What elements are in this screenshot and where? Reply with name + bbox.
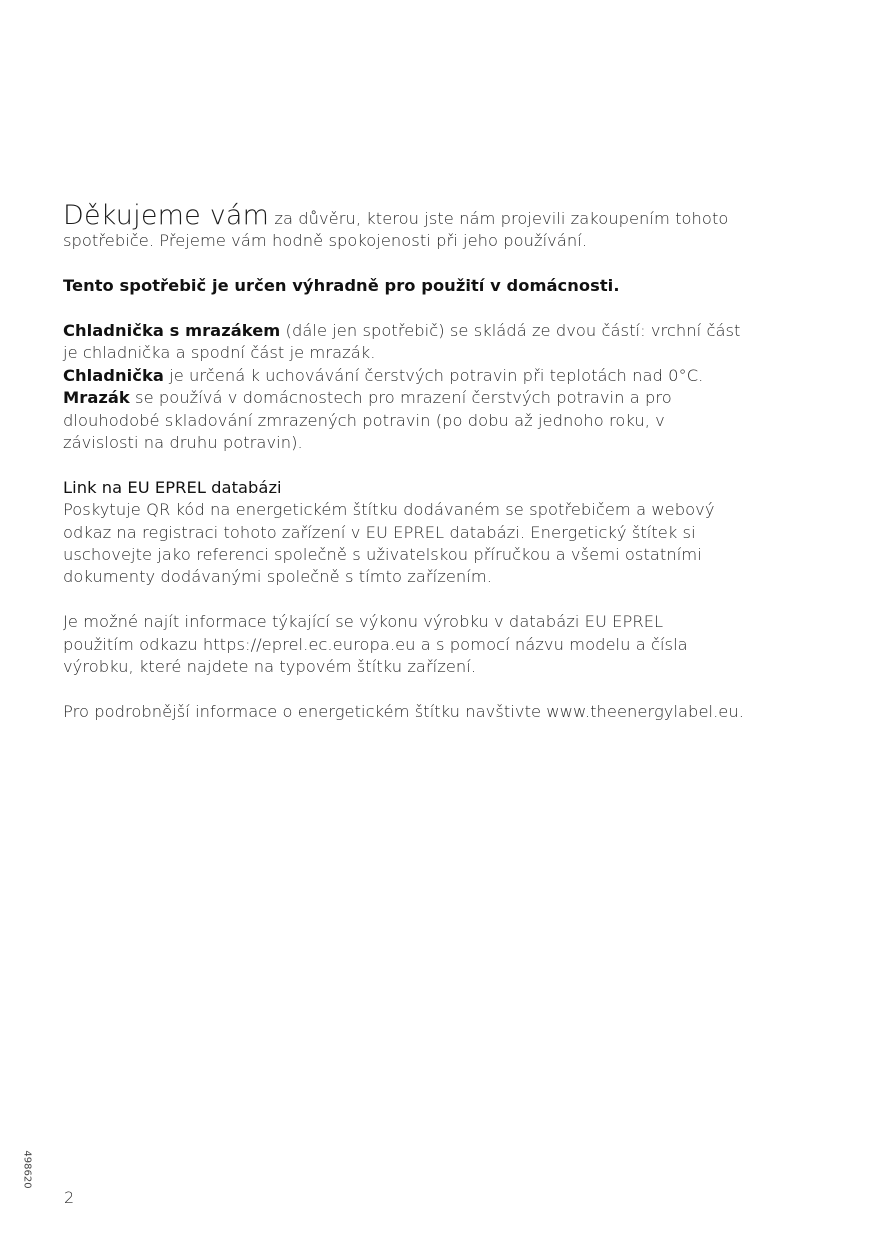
document-code (19, 1150, 35, 1194)
energy-label-info: Pro podrobnější informace o energetickém štítku navštivte www.theenergylabel.eu. (63, 701, 744, 721)
page-number: 2 (64, 1188, 75, 1207)
intro-text-line2: spotřebiče. Přejeme vám hodně spokojenosti při jeho používání. (63, 231, 588, 251)
fridge-freezer-paragraph (63, 320, 813, 454)
fridge-freezer-term: Chladnička s mrazákem (63, 321, 281, 340)
eprel-heading: Link na EU EPREL databázi (63, 477, 282, 497)
eprel-p2-line: Je možné najít informace týkající se výkonu výrobku v databázi EU EPREL (63, 612, 664, 632)
fridge-freezer-line2: je chladnička a spodní část je mrazák. (63, 343, 376, 363)
fridge-text: je určená k uchovávání čerstvých potravin při teplotách nad 0°C. (163, 365, 704, 385)
eprel-paragraph-1 (63, 499, 813, 589)
eprel-p2-line: výrobku, které najdete na typovém štítku zařízení. (63, 657, 477, 677)
freezer-term: Mrazák (63, 388, 130, 408)
freezer-line3: závislosti na druhu potravin). (63, 433, 303, 453)
freezer-line1: se používá v domácnostech pro mrazení čerstvých potravin a pro (129, 388, 672, 408)
eprel-p1-line: odkaz na registraci tohoto zařízení v EU EPREL databázi. Energetický štítek si (63, 522, 696, 542)
eprel-p1-line: Poskytuje QR kód na energetickém štítku dodávaném se spotřebičem a webový (63, 500, 715, 520)
eprel-p1-line: uschovejte jako referenci společně s uživatelskou příručkou a všemi ostatními (63, 545, 702, 565)
fridge-term: Chladnička (63, 365, 164, 385)
page-content (63, 200, 813, 723)
intro-paragraph (63, 200, 813, 253)
household-notice: Tento spotřebič je určen výhradně pro použití v domácnosti. (63, 276, 620, 296)
fridge-freezer-line1: (dále jen spotřebič) se skládá ze dvou částí: vrchní část (280, 321, 741, 340)
eprel-p2-line: použitím odkazu https://eprel.ec.europa.eu a s pomocí názvu modelu a čísla (63, 634, 688, 654)
eprel-paragraph-2 (63, 611, 813, 678)
freezer-line2: dlouhodobé skladování zmrazených potravin (po dobu až jednoho roku, v (63, 410, 665, 430)
intro-heading: Děkujeme vám (63, 200, 270, 231)
document-code-text: 498620 (21, 1150, 33, 1189)
intro-text-line1: za důvěru, kterou jste nám projevili zakoupením tohoto (269, 209, 729, 228)
eprel-p1-line: dokumenty dodávanými společně s tímto zařízením. (63, 567, 492, 587)
